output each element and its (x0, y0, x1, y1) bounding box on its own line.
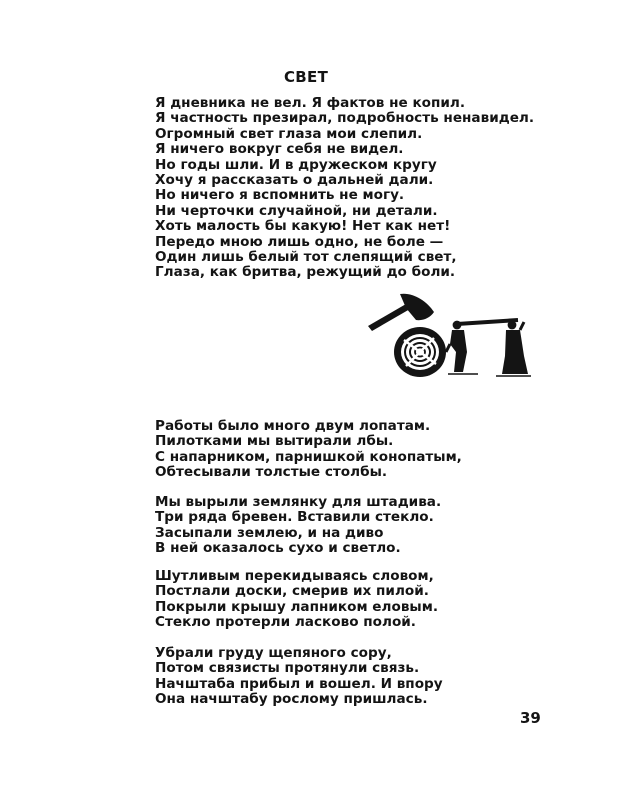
poem-line: Шутливым перекидываясь словом, (155, 568, 434, 584)
poem-line: В ней оказалось сухо и светло. (155, 540, 401, 557)
axe-log-carriers-icon (360, 290, 532, 385)
poem-line: Ни черточки случайной, ни детали. (155, 202, 438, 219)
poem-stanza-3 (155, 495, 441, 557)
poem-stanza-2 (155, 419, 462, 481)
poem-line: Три ряда бревен. Вставили стекло. (155, 509, 434, 526)
poem-line: Пилотками мы вытирали лбы. (155, 433, 394, 450)
poem-line: Один лишь белый тот слепящий свет, (155, 249, 457, 266)
poem-line: Убрали груду щепяного сору, (155, 645, 392, 661)
poem-line: Она начштабу рослому пришлась. (155, 691, 428, 708)
poem-line: Я дневника не вел. Я фактов не копил. (155, 95, 466, 111)
poem-line: Засыпали землею, и на диво (155, 524, 384, 541)
poem-line: Хочу я рассказать о дальней дали. (155, 172, 434, 189)
poem-line: Потом связисты протянули связь. (155, 660, 420, 677)
poem-stanza-5 (155, 646, 443, 708)
poem-line: Обтесывали толстые столбы. (155, 464, 388, 481)
page-number: 39 (520, 709, 541, 727)
poem-line: Огромный свет глаза мои слепил. (155, 125, 423, 142)
poem-line: Передо мною лишь одно, не боле — (155, 233, 444, 250)
poem-line: Постлали доски, смерив их пилой. (155, 583, 429, 600)
poem-line: Я частность презирал, подробность ненавидел. (155, 110, 535, 127)
poem-line: Я ничего вокруг себя не видел. (155, 141, 404, 158)
poem-line: Но ничего я вспомнить не могу. (155, 187, 405, 204)
poem-line: Хоть малость бы какую! Нет как нет! (155, 218, 451, 235)
poem-line: Но годы шли. И в дружеском кругу (155, 156, 437, 173)
poem-line: Мы вырыли землянку для штадива. (155, 494, 442, 510)
poem-line: Работы было много двум лопатам. (155, 418, 431, 434)
poem-line: Покрыли крышу лапником еловым. (155, 598, 438, 615)
poem-line: С напарником, парнишкой конопатым, (155, 448, 462, 465)
poem-line: Начштаба прибыл и вошел. И впору (155, 675, 443, 692)
poem-stanza-4 (155, 569, 438, 631)
poem-stanza-1 (155, 96, 534, 281)
poem-line: Глаза, как бритва, режущий до боли. (155, 264, 456, 281)
page-title: СВЕТ (284, 68, 329, 86)
poem-line: Стекло протерли ласково полой. (155, 614, 416, 631)
